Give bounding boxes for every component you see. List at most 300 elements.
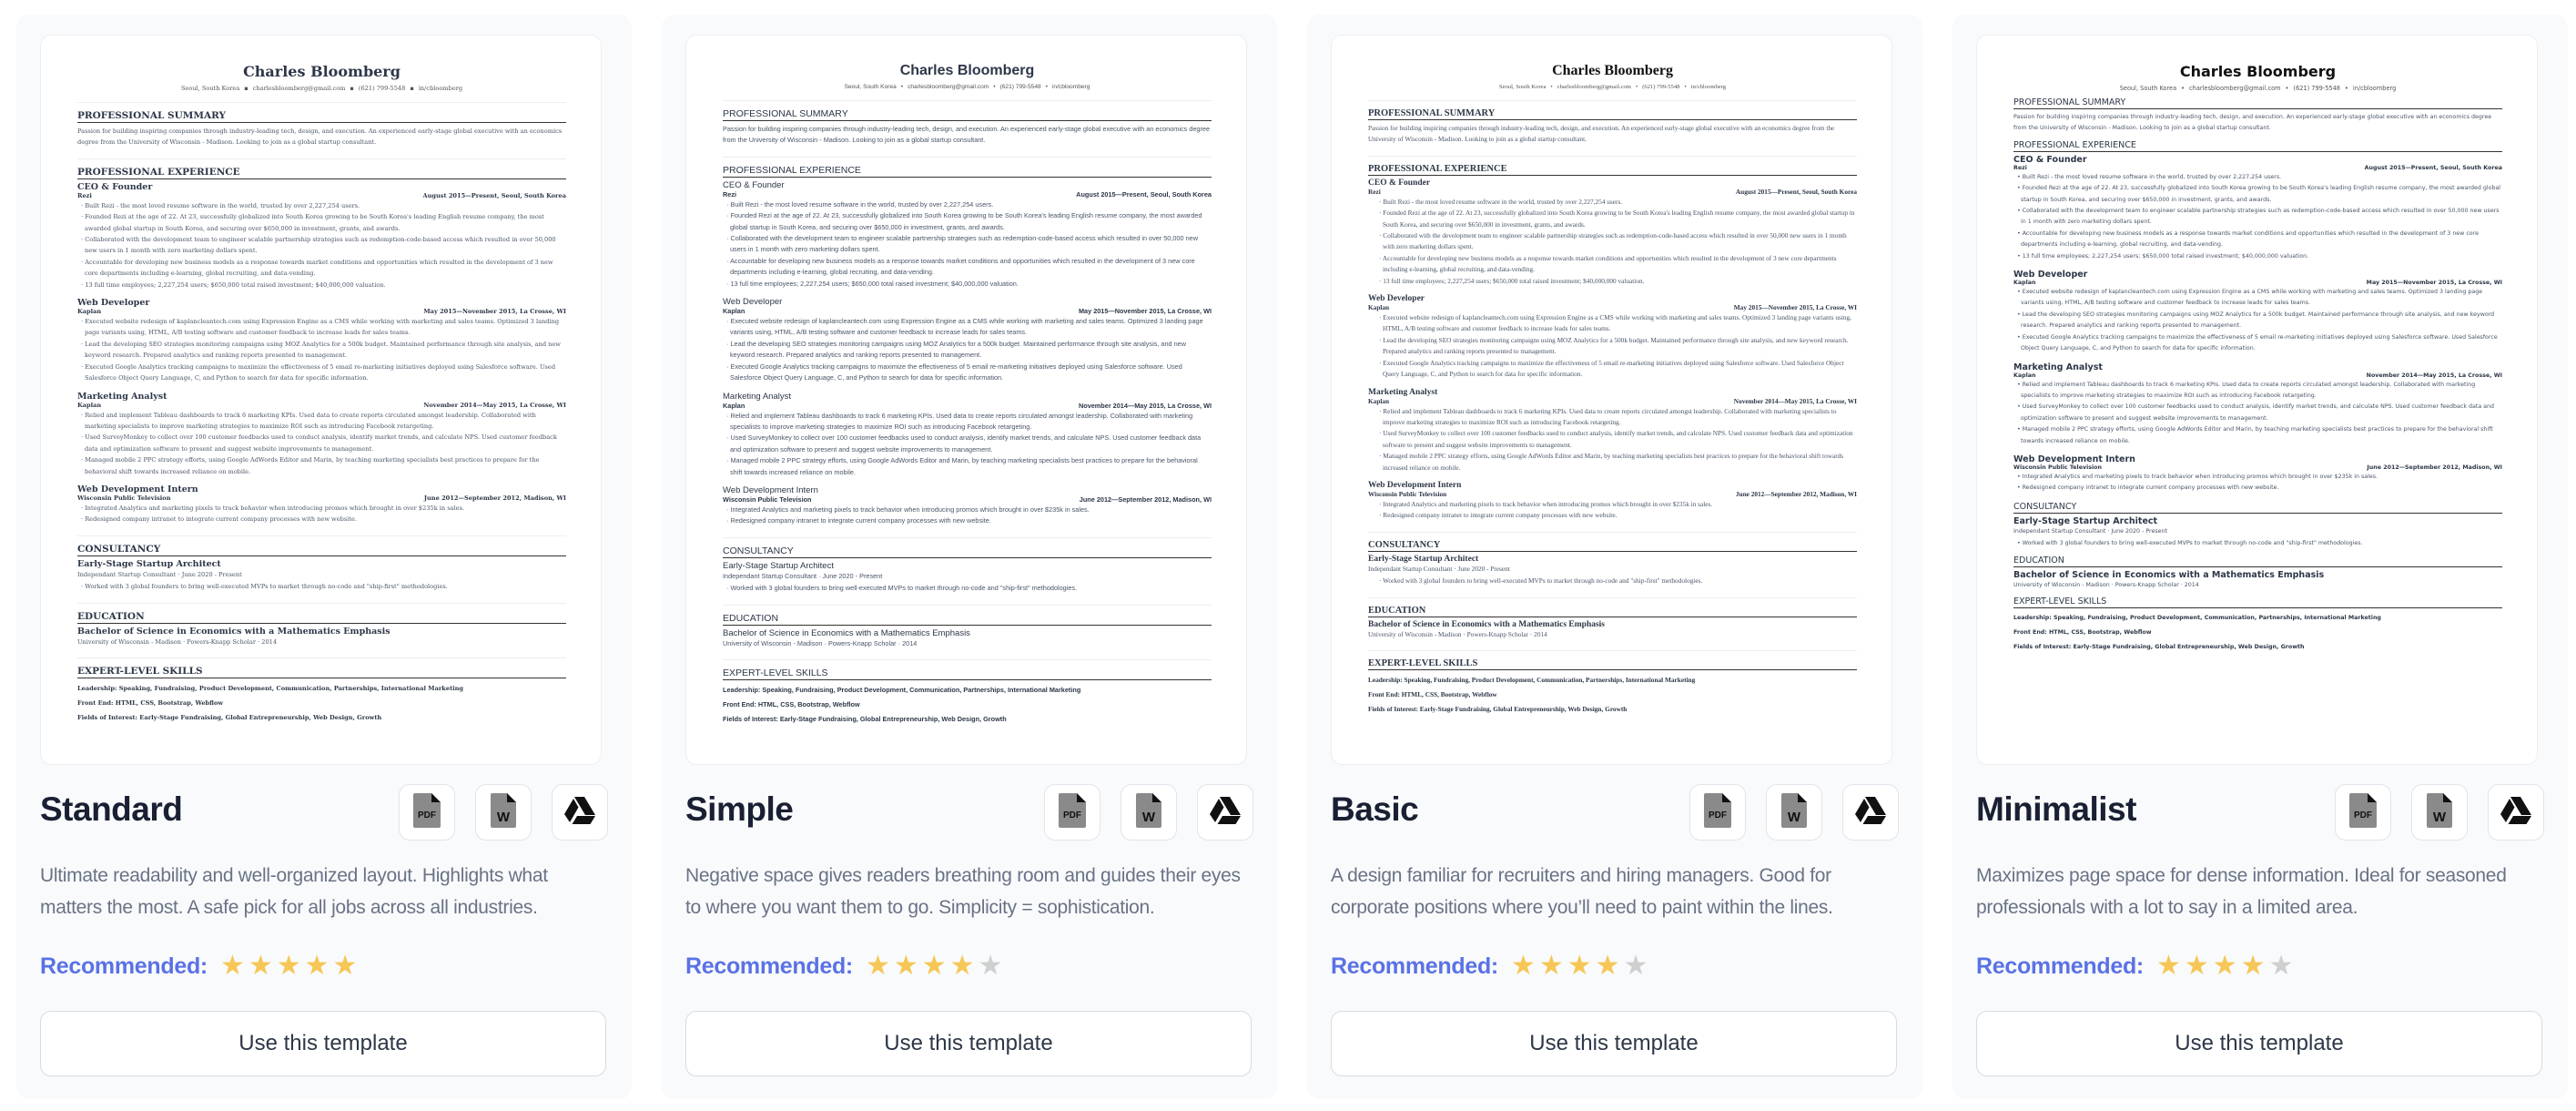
download-buttons — [1044, 784, 1253, 841]
job-title: Marketing Analyst — [2013, 362, 2103, 372]
skills-line: Fields of Interest: Early-Stage Fundraising, Global Entrepreneurship, Web Design, Growth — [1368, 704, 1628, 713]
education-details: University of Wisconsin - Madison · Powers-Knapp Scholar · 2014 — [723, 638, 918, 647]
section-title-consultancy: CONSULTANCY — [2013, 502, 2502, 514]
job-bullets — [723, 316, 1212, 383]
job-company: Wisconsin Public Television — [2013, 464, 2102, 471]
section-title-education: EDUCATION — [2013, 556, 2502, 567]
job-bullet: · Built Rezi - the most loved resume software in the world, trusted by over 2,227,254 users. — [81, 200, 566, 211]
job-bullets — [77, 200, 566, 290]
job-bullets — [1368, 406, 1857, 474]
job-location: La Crosse, WI — [519, 401, 566, 409]
contact-item: Seoul, South Korea — [1498, 84, 1547, 90]
word-icon-text: W — [2432, 809, 2447, 825]
section-title-education: EDUCATION — [77, 611, 566, 624]
section-title-summary: PROFESSIONAL SUMMARY — [2013, 97, 2502, 109]
recommended-label: Recommended: — [1976, 953, 2144, 979]
job-location: La Crosse, WI — [2458, 280, 2502, 287]
template-card-minimalist — [1952, 15, 2568, 1099]
job-title: Web Developer — [2013, 270, 2088, 280]
template-description: Maximizes page space for dense information. Ideal for seasoned professionals with a lot to say in a limited area. — [1976, 865, 2507, 918]
contact-separator-icon: • — [1045, 84, 1048, 90]
job-bullets — [1368, 197, 1857, 287]
contact-item: in/cbloomberg — [1051, 84, 1090, 90]
section-title-experience: PROFESSIONAL EXPERIENCE — [1368, 164, 1857, 176]
job-title: Marketing Analyst — [723, 391, 791, 402]
job-dates-location — [1734, 303, 1857, 311]
job-dates: August 2015—Present, — [1735, 187, 1801, 196]
job-meta-row — [77, 494, 566, 502]
consultancy-role: Early-Stage Startup Architect — [1368, 554, 1479, 564]
job-company: Wisconsin Public Television — [77, 494, 171, 502]
job-bullet: · Accountable for developing new business models as a response towards market conditions and opportunities which resulted in the development of 3 new core departments including e-learning, global recruiting, and data-vending. — [81, 257, 566, 280]
job-bullet: · Executed website redesign of kaplancleantech.com using Expression Engine as a CMS while working with marketing and sales teams. Optimized 3 landing page variants using, HTML, A/B testing software and customer feedback to increase leads for sales teams. — [726, 316, 1212, 339]
star-filled-icon: ★ — [1567, 951, 1592, 981]
contact-separator-icon: • — [900, 84, 904, 90]
job-title: Web Development Intern — [77, 484, 198, 494]
job-bullet: · Used SurveyMonkey to collect over 100 customer feedbacks used to conduct analysis, identify market trends, and calculate NPS. Used customer feedback data and optimization software to present and suggest website improvements to management. — [1372, 428, 1857, 451]
resume-preview — [1977, 36, 2537, 655]
star-filled-icon: ★ — [865, 951, 890, 981]
contact-item: in/cbloomberg — [418, 85, 463, 92]
job-company: Kaplan — [2013, 372, 2036, 379]
summary-text: Passion for building inspiring companies through industry-leading tech, design, and execution. An experienced early-stage global executive with an economics degree from the University of Wisconsin - Madison. Looking to join as a global startup consultant. — [2013, 114, 2492, 132]
consultancy-bullet: · Worked with 3 global founders to bring well-executed MVPs to market through no-code and "ship-first" methodologies. — [1372, 576, 1857, 586]
job-bullet: · Lead the developing SEO strategies monitoring campaigns using MOZ Analytics for a 500k budget. Maintained performance through site analysis, and new keyword research. Prepared analytics and ranking reports presented to management. — [726, 339, 1212, 362]
template-card-simple — [662, 15, 1277, 1099]
job-bullet: • Redesigned company intranet to integrate current company processes with new website. — [2017, 483, 2502, 494]
resume-thumbnail[interactable] — [1331, 35, 1892, 765]
skills-line: Leadership: Speaking, Fundraising, Product Development, Communication, Partnerships, International Marketing — [77, 684, 464, 692]
pdf-icon-text: PDF — [418, 810, 436, 821]
word-icon-text: W — [496, 809, 511, 825]
pdf-file-icon — [413, 793, 441, 832]
job-bullet: · Managed mobile 2 PPC strategy efforts, using Google AdWords Editor and Marin, by teaching marketing specialists best practices to prepare for the behavioral shift towards increased reliance on mobile. — [1372, 451, 1857, 474]
star-filled-icon: ★ — [276, 951, 301, 981]
job-dates: August 2015—Present, — [1076, 189, 1149, 199]
consultancy-details: Independant Startup Consultant · June 2020 - Present — [2013, 527, 2167, 535]
job-dates-location — [1736, 188, 1857, 196]
section-divider — [77, 158, 566, 159]
skills-line: Leadership: Speaking, Fundraising, Product Development, Communication, Partnerships, International Marketing — [2013, 614, 2381, 621]
star-filled-icon: ★ — [2184, 951, 2209, 981]
job-company: Rezi — [1368, 187, 1381, 196]
consultancy-bullet: • Worked with 3 global founders to bring well-executed MVPs to market through no-code and "ship-first" methodologies. — [2017, 538, 2502, 549]
job-bullets — [1368, 312, 1857, 380]
job-meta-row — [2013, 280, 2502, 286]
job-location: Madison, WI — [2462, 464, 2502, 471]
job-dates: June 2012—September 2012, — [1735, 489, 1819, 498]
section-divider — [1368, 156, 1857, 157]
word-file-icon — [1136, 793, 1161, 832]
job-location: La Crosse, WI — [1167, 401, 1212, 410]
job-title: CEO & Founder — [723, 179, 785, 190]
consultancy-details: Independant Startup Consultant · June 2020 - Present — [723, 571, 883, 580]
job-title: Web Development Intern — [2013, 454, 2135, 464]
resume-name: Charles Bloomberg — [1552, 63, 1673, 78]
download-pdf-button[interactable] — [1689, 784, 1746, 841]
consultancy-role: Early-Stage Startup Architect — [77, 558, 221, 569]
contact-item: charlesbloomberg@gmail.com — [1557, 84, 1631, 90]
google-drive-button[interactable] — [1197, 784, 1253, 841]
consultancy-bullet: · Worked with 3 global founders to bring well-executed MVPs to market through no-code and "ship-first" methodologies. — [726, 583, 1212, 594]
skills-line: Leadership: Speaking, Fundraising, Product Development, Communication, Partnerships, International Marketing — [723, 685, 1081, 694]
star-filled-icon: ★ — [2155, 951, 2181, 981]
job-bullet: · 13 full time employees; 2,227,254 users; $650,000 total raised investment; $40,000,000 valuation. — [81, 280, 566, 290]
star-filled-icon: ★ — [893, 951, 918, 981]
experience-entry — [77, 484, 566, 525]
consultancy-bullets — [77, 581, 566, 592]
recommended-label: Recommended: — [40, 953, 208, 979]
job-title: CEO & Founder — [77, 181, 153, 192]
education-details: University of Wisconsin - Madison · Powers-Knapp Scholar · 2014 — [77, 637, 278, 646]
download-buttons — [1689, 784, 1899, 841]
use-template-button[interactable]: Use this template — [1976, 1011, 2542, 1076]
contact-item: (621) 799-5548 — [1642, 84, 1680, 90]
resume-name: Charles Bloomberg — [243, 63, 401, 80]
experience-entry — [1368, 294, 1857, 380]
resume-preview — [686, 36, 1246, 727]
google-drive-icon — [564, 797, 595, 829]
job-company: Rezi — [77, 191, 92, 199]
job-meta-row — [77, 192, 566, 199]
use-template-button[interactable]: Use this template — [685, 1011, 1252, 1076]
section-title-education: EDUCATION — [1368, 606, 1857, 617]
resume-name: Charles Bloomberg — [2179, 63, 2337, 80]
section-title-experience: PROFESSIONAL EXPERIENCE — [723, 165, 1212, 178]
word-icon-text: W — [1141, 809, 1156, 825]
job-bullet: · Executed Google Analytics tracking campaigns to maximize the effectiveness of 5 email re-marketing initiatives deployed using Salesforce software. Used Salesforce Object Query Language, C, and Python to search for data for specific information. — [726, 362, 1212, 384]
contact-separator-icon: ▪ — [244, 85, 248, 92]
word-file-icon — [2427, 793, 2452, 832]
star-empty-icon: ★ — [978, 951, 1003, 981]
job-meta-row — [2013, 165, 2502, 171]
job-bullet: · 13 full time employees; 2,227,254 users; $650,000 total raised investment; $40,000,000 valuation. — [1372, 276, 1857, 287]
job-title: CEO & Founder — [2013, 154, 2087, 165]
resume-thumbnail[interactable] — [40, 35, 602, 765]
job-bullet: · Executed website redesign of kaplancleantech.com using Expression Engine as a CMS while working with marketing and sales teams. Optimized 3 landing page variants using, HTML, A/B testing software and customer feedback to increase leads for sales teams. — [1372, 312, 1857, 335]
star-filled-icon: ★ — [248, 951, 273, 981]
experience-entry — [723, 392, 1212, 478]
use-template-button[interactable]: Use this template — [40, 1011, 606, 1076]
job-bullets — [77, 503, 566, 525]
job-bullet: · Built Rezi - the most loved resume software in the world, trusted by over 2,227,254 users. — [726, 199, 1212, 210]
job-dates-location — [1080, 495, 1212, 504]
section-title-experience: PROFESSIONAL EXPERIENCE — [77, 167, 566, 179]
job-meta-row — [723, 190, 1212, 199]
google-drive-icon — [2500, 797, 2531, 829]
job-title: Marketing Analyst — [1368, 387, 1438, 397]
section-divider — [77, 603, 566, 604]
google-drive-button[interactable] — [2488, 784, 2544, 841]
job-dates: November 2014—May 2015, — [1078, 401, 1166, 410]
job-meta-row — [77, 402, 566, 409]
star-rating — [1511, 953, 1648, 980]
pdf-file-icon — [2349, 793, 2377, 832]
job-dates: June 2012—September 2012, — [423, 494, 522, 502]
contact-separator-icon: ▪ — [350, 85, 354, 92]
job-company: Wisconsin Public Television — [1368, 489, 1447, 498]
contact-item: (621) 799-5548 — [358, 85, 406, 92]
experience-entry — [2013, 454, 2502, 494]
job-bullet: • Lead the developing SEO strategies monitoring campaigns using MOZ Analytics for a 500k budget. Maintained performance through site analysis, and new keyword research. Prepared analytics and ranking reports presented to management. — [2017, 310, 2502, 332]
resume-thumbnail[interactable] — [1976, 35, 2538, 765]
google-drive-icon — [1210, 797, 1241, 829]
star-filled-icon: ★ — [949, 951, 975, 981]
pdf-file-icon — [1059, 793, 1086, 832]
job-dates-location — [1079, 307, 1212, 315]
job-bullet: · Integrated Analytics and marketing pixels to track behavior when introducing promos which brought in over $235k in sales. — [1372, 499, 1857, 510]
contact-separator-icon: • — [1550, 84, 1553, 90]
download-pdf-button[interactable] — [1044, 784, 1100, 841]
star-empty-icon: ★ — [1623, 951, 1648, 981]
job-title: CEO & Founder — [1368, 178, 1431, 188]
skills-line: Fields of Interest: Early-Stage Fundraising, Global Entrepreneurship, Web Design, Growth — [2013, 643, 2305, 650]
contact-item: Seoul, South Korea — [180, 85, 240, 92]
section-divider — [723, 100, 1212, 101]
job-location: La Crosse, WI — [1167, 307, 1212, 316]
google-drive-button[interactable] — [552, 784, 608, 841]
contact-item: (621) 799-5548 — [2293, 85, 2340, 92]
recommended-label: Recommended: — [1331, 953, 1498, 979]
pdf-icon-text: PDF — [2354, 810, 2372, 821]
section-title-consultancy: CONSULTANCY — [723, 545, 1212, 558]
job-dates-location — [2367, 464, 2502, 471]
experience-entry — [2013, 270, 2502, 354]
template-card-basic — [1307, 15, 1922, 1099]
download-word-button[interactable] — [1121, 784, 1177, 841]
job-location: La Crosse, WI — [519, 308, 566, 316]
job-bullet: · Lead the developing SEO strategies monitoring campaigns using MOZ Analytics for a 500k budget. Maintained performance through site analysis, and new keyword research. Prepared analytics and ranking reports presented to management. — [1372, 335, 1857, 358]
download-buttons — [399, 784, 608, 841]
contact-item: Seoul, South Korea — [2119, 85, 2177, 92]
job-title: Marketing Analyst — [77, 391, 167, 402]
job-dates: May 2015—November 2015, — [423, 308, 518, 316]
job-bullet: · 13 full time employees; 2,227,254 users; $650,000 total raised investment; $40,000,000 valuation. — [726, 279, 1212, 290]
template-name: Minimalist — [1976, 790, 2136, 828]
recommended-rating — [685, 953, 1002, 980]
resume-contact — [77, 85, 566, 92]
section-title-summary: PROFESSIONAL SUMMARY — [1368, 108, 1857, 120]
job-location: Madison, WI — [523, 494, 566, 502]
job-meta-row — [723, 307, 1212, 315]
job-bullet: • Executed Google Analytics tracking campaigns to maximize the effectiveness of 5 email re-marketing initiatives deployed using Salesforce software. Used Salesforce Object Query Language, C, and Python to search for data for specific information. — [2017, 332, 2502, 355]
job-title: Web Development Intern — [1368, 480, 1462, 490]
job-dates-location — [424, 494, 566, 502]
consultancy-bullet: · Worked with 3 global founders to bring well-executed MVPs to market through no-code and "ship-first" methodologies. — [81, 581, 566, 592]
experience-entry — [77, 182, 566, 290]
job-bullet: · Executed Google Analytics tracking campaigns to maximize the effectiveness of 5 email re-marketing initiatives deployed using Salesforce software. Used Salesforce Object Query Language, C, and Python to search for data for specific information. — [81, 362, 566, 384]
star-filled-icon: ★ — [1538, 951, 1564, 981]
summary-text: Passion for building inspiring companies through industry-leading tech, design, and execution. An experienced early-stage global executive with an economics degree from the University of Wisconsin - Madison. Looking to join as a global startup consultant. — [1368, 124, 1835, 144]
job-bullet: • Integrated Analytics and marketing pixels to track behavior when introducing promos which brought in over $235k in sales. — [2017, 472, 2502, 483]
job-bullet: · Accountable for developing new business models as a response towards market conditions and opportunities which resulted in the development of 3 new core departments including e-learning, global recruiting, and data-vending. — [726, 256, 1212, 279]
star-filled-icon: ★ — [1510, 951, 1536, 981]
job-dates: August 2015—Present, — [2364, 164, 2439, 171]
job-bullets — [723, 199, 1212, 290]
job-bullet: • Founded Rezi at the age of 22. At 23, successfully globalized into South Korea growing to be South Korea's leading English resume company, the most awarded global startup in South Korea, and securing over $650,000 in investment, grants, and awards. — [2017, 183, 2502, 206]
job-bullets — [77, 410, 566, 477]
pdf-file-icon — [1704, 793, 1731, 832]
job-dates: May 2015—November 2015, — [2366, 280, 2457, 287]
job-bullet: · Executed Google Analytics tracking campaigns to maximize the effectiveness of 5 email re-marketing initiatives deployed using Salesforce software. Used Salesforce Object Query Language, C, and Python to search for data for specific information. — [1372, 358, 1857, 381]
pdf-icon-text: PDF — [1063, 810, 1081, 821]
job-bullets — [2013, 472, 2502, 494]
job-dates: November 2014—May 2015, — [2366, 372, 2457, 379]
star-filled-icon: ★ — [304, 951, 330, 981]
resume-name: Charles Bloomberg — [899, 63, 1035, 78]
job-company: Kaplan — [723, 307, 745, 316]
star-filled-icon: ★ — [2212, 951, 2237, 981]
job-location: La Crosse, WI — [1816, 303, 1857, 312]
job-bullet: · Lead the developing SEO strategies monitoring campaigns using MOZ Analytics for a 500k budget. Maintained performance through site analysis, and new keyword research. Prepared analytics and ranking reports presented to management. — [81, 339, 566, 362]
job-bullets — [1368, 499, 1857, 522]
education-details: University of Wisconsin - Madison · Powers-Knapp Scholar · 2014 — [1368, 629, 1547, 638]
education-details: University of Wisconsin - Madison · Powers-Knapp Scholar · 2014 — [2013, 581, 2199, 588]
download-word-button[interactable] — [2411, 784, 2468, 841]
google-drive-button[interactable] — [1842, 784, 1899, 841]
section-divider — [1368, 650, 1857, 651]
job-bullet: · Founded Rezi at the age of 22. At 23, successfully globalized into South Korea growing to be South Korea's leading English resume company, the most awarded global startup in South Korea, and securing over $650,000 in investment, grants, and awards. — [1372, 208, 1857, 230]
star-filled-icon: ★ — [1595, 951, 1620, 981]
consultancy-bullets — [1368, 576, 1857, 586]
section-divider — [1368, 597, 1857, 598]
job-dates-location — [1076, 190, 1212, 199]
job-bullet: • Accountable for developing new business models as a response towards market conditions and opportunities which resulted in the development of 3 new core departments including e-learning, global recruiting, and data-vending. — [2017, 229, 2502, 251]
resume-thumbnail[interactable] — [685, 35, 1247, 765]
summary-text: Passion for building inspiring companies through industry-leading tech, design, and execution. An experienced early-stage global executive with an economics degree from the University of Wisconsin - Madison. Looking to join as a global startup consultant. — [77, 127, 563, 147]
education-degree: Bachelor of Science in Economics with a Mathematics Emphasis — [723, 627, 970, 638]
job-bullet: · Used SurveyMonkey to collect over 100 customer feedbacks used to conduct analysis, identify market trends, and calculate NPS. Used customer feedback data and optimization software to present and suggest website improvements to management. — [726, 433, 1212, 455]
job-bullet: • 13 full time employees; 2,227,254 users; $650,000 total raised investment; $40,000,000 valuation. — [2017, 251, 2502, 262]
job-bullet: · Integrated Analytics and marketing pixels to track behavior when introducing promos which brought in over $235k in sales. — [726, 505, 1212, 515]
download-word-button[interactable] — [475, 784, 532, 841]
download-word-button[interactable] — [1766, 784, 1822, 841]
job-bullet: • Executed website redesign of kaplancleantech.com using Expression Engine as a CMS while working with marketing and sales teams. Optimized 3 landing page variants using, HTML, A/B testing software and customer feedback to increase leads for sales teams. — [2017, 287, 2502, 310]
contact-item: charlesbloomberg@gmail.com — [252, 85, 346, 92]
job-bullet: • Built Rezi - the most loved resume software in the world, trusted by over 2,227,254 users. — [2017, 172, 2502, 183]
skills-line: Front End: HTML, CSS, Bootstrap, Webflow — [1368, 689, 1497, 698]
contact-item: in/cbloomberg — [1690, 84, 1727, 90]
star-filled-icon: ★ — [921, 951, 947, 981]
experience-entry — [723, 180, 1212, 290]
job-company: Wisconsin Public Television — [723, 494, 812, 504]
job-bullet: · Managed mobile 2 PPC strategy efforts, using Google AdWords Editor and Marin, by teaching marketing specialists best practices to prepare for the behavioral shift towards increased reliance on mobile. — [81, 454, 566, 477]
job-dates-location — [1734, 397, 1857, 405]
job-title: Web Developer — [77, 298, 150, 309]
job-bullet: · Used SurveyMonkey to collect over 100 customer feedbacks used to conduct analysis, identify market trends, and calculate NPS. Used customer feedback data and optimization software to present and suggest website improvements to management. — [81, 432, 566, 454]
job-meta-row — [77, 308, 566, 315]
section-divider — [1368, 532, 1857, 533]
job-bullet: · Redesigned company intranet to integrate current company processes with new website. — [1372, 510, 1857, 521]
job-dates: November 2014—May 2015, — [1733, 396, 1815, 405]
job-meta-row — [1368, 188, 1857, 196]
job-dates: June 2012—September 2012, — [1079, 494, 1171, 504]
star-rating — [866, 953, 1003, 980]
recommended-rating — [40, 953, 357, 980]
recommended-rating — [1331, 953, 1648, 980]
job-bullet: · Founded Rezi at the age of 22. At 23, successfully globalized into South Korea growing to be South Korea's leading English resume company, the most awarded global startup in South Korea, and securing over $650,000 in investment, grants, and awards. — [726, 210, 1212, 233]
job-bullets — [2013, 287, 2502, 354]
skills-line: Front End: HTML, CSS, Bootstrap, Webflow — [723, 699, 860, 708]
job-bullet: · Collaborated with the development team to engineer scalable partnership strategies such as redemption-code-based access which resulted in over 50,000 new users in 1 month with zero marketing dollars spent. — [726, 233, 1212, 256]
job-title: Web Development Intern — [723, 484, 818, 495]
resume-preview — [41, 36, 601, 725]
job-dates-location — [423, 402, 566, 409]
word-file-icon — [1781, 793, 1807, 832]
template-description: Ultimate readability and well-organized layout. Highlights what matters the most. A safe pick for all jobs across all industries. — [40, 865, 548, 918]
consultancy-role: Early-Stage Startup Architect — [2013, 515, 2158, 526]
job-location: Seoul, South Korea — [1150, 189, 1212, 199]
consultancy-details: Independant Startup Consultant · June 2020 - Present — [77, 570, 242, 578]
job-location: Seoul, South Korea — [1801, 187, 1857, 196]
skills-line: Leadership: Speaking, Fundraising, Product Development, Communication, Partnerships, International Marketing — [1368, 675, 1696, 684]
job-bullet: • Managed mobile 2 PPC strategy efforts, using Google AdWords Editor and Marin, by teaching marketing specialists best practices to prepare for the behavioral shift towards increased reliance on mobile. — [2017, 424, 2502, 447]
contact-item: charlesbloomberg@gmail.com — [908, 84, 989, 90]
job-company: Rezi — [723, 189, 737, 199]
job-meta-row — [723, 495, 1212, 504]
contact-separator-icon: • — [2285, 85, 2289, 92]
job-meta-row — [2013, 464, 2502, 471]
consultancy-bullets — [723, 583, 1212, 594]
contact-item: Seoul, South Korea — [844, 84, 897, 90]
contact-separator-icon: • — [993, 84, 996, 90]
job-meta-row — [1368, 303, 1857, 311]
job-bullet: · Redesigned company intranet to integrate current company processes with new website. — [726, 515, 1212, 526]
contact-item: (621) 799-5548 — [999, 84, 1041, 90]
job-dates: May 2015—November 2015, — [1078, 307, 1166, 316]
education-degree: Bachelor of Science in Economics with a Mathematics Emphasis — [2013, 569, 2325, 580]
skills-line: Front End: HTML, CSS, Bootstrap, Webflow — [77, 698, 224, 707]
resume-contact — [723, 84, 1212, 90]
experience-entry — [2013, 155, 2502, 262]
contact-item: charlesbloomberg@gmail.com — [2189, 85, 2281, 92]
job-company: Kaplan — [77, 308, 102, 316]
summary-text: Passion for building inspiring companies through industry-leading tech, design, and execution. An experienced early-stage global executive with an economics degree from the University of Wisconsin - Madison. Looking to join as a global startup consultant. — [723, 125, 1211, 145]
experience-entry — [1368, 178, 1857, 287]
education-degree: Bachelor of Science in Economics with a Mathematics Emphasis — [77, 626, 390, 637]
section-divider — [77, 102, 566, 103]
contact-item: in/cbloomberg — [2352, 85, 2397, 92]
contact-separator-icon: • — [1684, 84, 1687, 90]
section-title-skills: EXPERT-LEVEL SKILLS — [723, 668, 1212, 680]
star-rating — [220, 953, 358, 980]
job-bullet: • Relied and implement Tableau dashboards to track 6 marketing KPIs. Used data to create reports circulated amongst leadership. Collaborated with marketing specialists to improve marketing strategies to maximize ROI such as introducing Facebook retargeting. — [2017, 380, 2502, 403]
resume-contact — [1368, 84, 1857, 90]
job-dates-location — [423, 308, 566, 315]
use-template-button[interactable]: Use this template — [1331, 1011, 1897, 1076]
template-name: Basic — [1331, 790, 1419, 828]
contact-separator-icon: • — [1635, 84, 1638, 90]
consultancy-bullets — [2013, 538, 2502, 549]
consultancy-details: Independant Startup Consultant · June 2020 - Present — [1368, 564, 1510, 573]
consultancy-role: Early-Stage Startup Architect — [723, 560, 834, 571]
section-divider — [723, 157, 1212, 158]
experience-entry — [77, 298, 566, 383]
download-pdf-button[interactable] — [2335, 784, 2391, 841]
section-title-education: EDUCATION — [723, 613, 1212, 626]
template-description: Negative space gives readers breathing room and guides their eyes to where you want them to go. Simplicity = sophistication. — [685, 865, 1241, 918]
section-title-experience: PROFESSIONAL EXPERIENCE — [2013, 140, 2502, 152]
job-location: Seoul, South Korea — [501, 191, 566, 199]
contact-separator-icon: • — [2181, 85, 2186, 92]
job-meta-row — [2013, 372, 2502, 379]
section-title-skills: EXPERT-LEVEL SKILLS — [77, 666, 566, 678]
download-pdf-button[interactable] — [399, 784, 455, 841]
skills-line: Front End: HTML, CSS, Bootstrap, Webflow — [2013, 628, 2152, 636]
resume-preview — [1332, 36, 1891, 717]
job-bullets — [2013, 380, 2502, 447]
job-bullet: · Executed website redesign of kaplancleantech.com using Expression Engine as a CMS while working with marketing and sales teams. Optimized 3 landing page variants using, HTML, A/B testing software and customer feedback to increase leads for sales teams. — [81, 316, 566, 339]
